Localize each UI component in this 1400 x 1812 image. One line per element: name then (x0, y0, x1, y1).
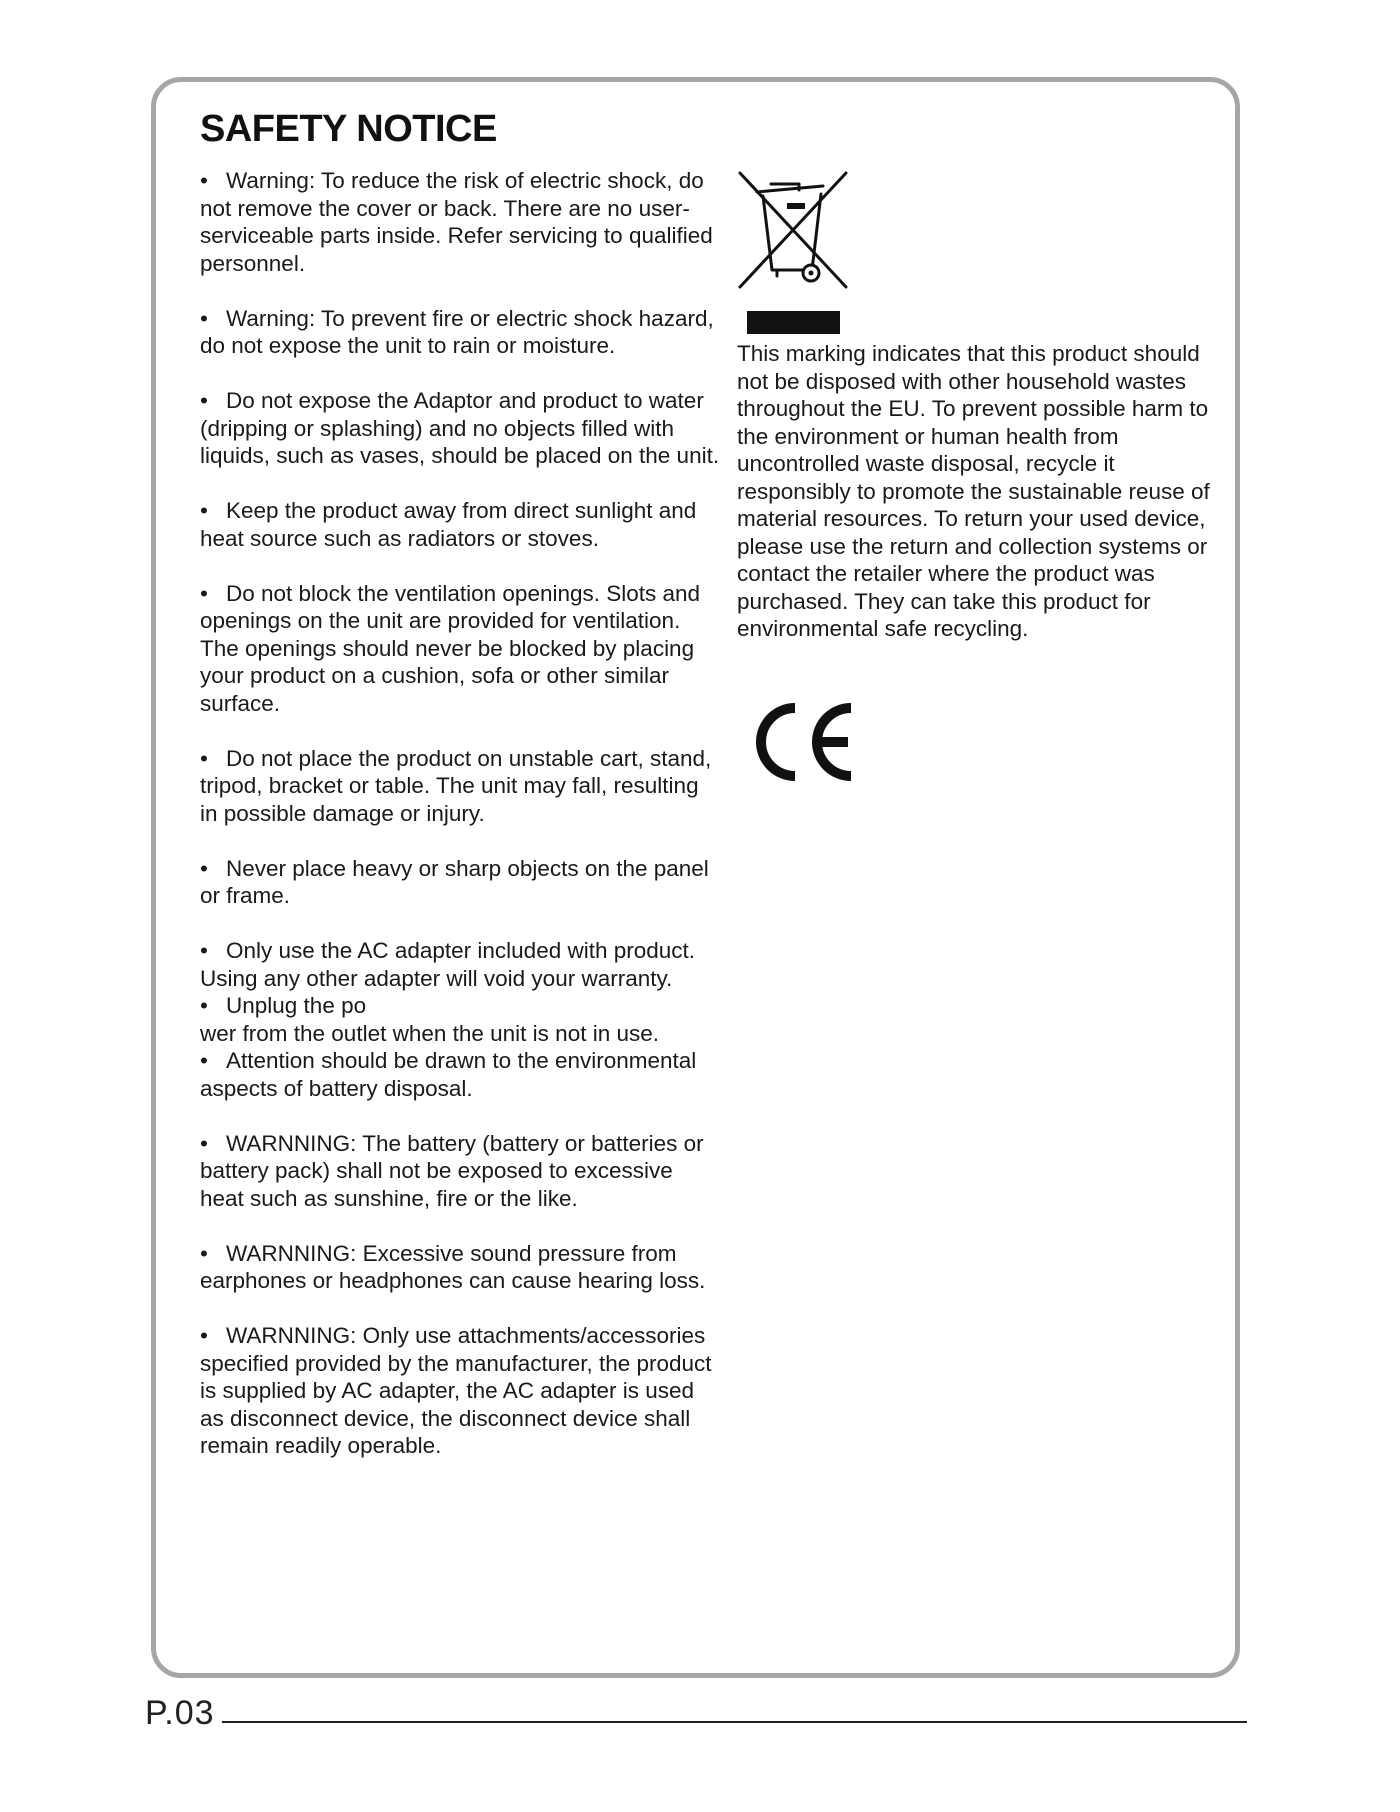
weee-black-bar (747, 311, 840, 334)
crossed-out-wheelie-bin-icon (737, 170, 849, 290)
warning-continuation: wer from the outlet when the unit is not in use. (200, 1020, 659, 1046)
bullet: • (200, 388, 208, 413)
warning-item: • WARNNING: The battery (battery or batteries or battery pack) shall not be exposed to excessive heat such as sunshine, fire or the like. (200, 1130, 704, 1211)
bullet: • (200, 993, 208, 1018)
warning-item: • Unplug the po (200, 993, 367, 1018)
warning-item: • WARNNING: Only use attachments/accessories specified provided by the manufacturer, the product is supplied by AC adapter, the AC adapter is used as disconnect device, the disconnect device shall remain readily operable. (200, 1323, 712, 1458)
warning-item: • Do not block the ventilation openings. Slots and openings on the unit are provided for ventilation. The openings should never be blocked by placing your product on a cushion, sofa or other similar surface. (200, 580, 701, 716)
warning-item: • Do not place the product on unstable cart, stand, tripod, bracket or table. The unit may fall, resulting in possible damage or injury. (200, 745, 712, 826)
warning-item: • Warning: To prevent fire or electric shock hazard, do not expose the unit to rain or moisture. (200, 305, 714, 358)
warnings-column (200, 167, 720, 1460)
bullet: • (200, 580, 208, 606)
page-title: SAFETY NOTICE (200, 108, 497, 150)
warning-item: • WARNNING: Excessive sound pressure from earphones or headphones can cause hearing loss. (200, 1240, 706, 1293)
bullet: • (200, 168, 208, 193)
bullet: • (200, 938, 208, 963)
bullet: • (200, 855, 208, 881)
weee-description: This marking indicates that this product should not be disposed with other household wastes throughout the EU. To prevent possible harm to the environment or human health from uncontrolled waste disposal, recycle it responsibly to promote the sustainable reuse of material resources. To return your used device, please use the return and collection systems or contact the retailer where the product was purchased. They can take this product for environmental safe recycling. (737, 341, 1210, 641)
bullet: • (200, 1048, 208, 1073)
warning-item: • Do not expose the Adaptor and product to water (dripping or splashing) and no objects filled with liquids, such as vases, should be placed on the unit. (200, 388, 720, 468)
footer-rule (222, 1721, 1247, 1723)
warning-item: • Only use the AC adapter included with product. Using any other adapter will void your warranty. (200, 938, 696, 991)
warning-item: • Never place heavy or sharp objects on the panel or frame. (200, 855, 709, 908)
bullet: • (200, 1323, 208, 1348)
ce-mark-icon (748, 700, 858, 784)
bullet: • (200, 305, 208, 331)
bullet: • (200, 745, 208, 771)
bullet: • (200, 498, 208, 523)
page-number: P.03 (145, 1694, 215, 1732)
warning-item: • Keep the product away from direct sunlight and heat source such as radiators or stoves. (200, 498, 697, 551)
warning-item: • Attention should be drawn to the environmental aspects of battery disposal. (200, 1048, 697, 1101)
bullet: • (200, 1130, 208, 1156)
bullet: • (200, 1240, 208, 1266)
warning-item: • Warning: To reduce the risk of electric shock, do not remove the cover or back. There are no user-serviceable parts inside. Refer servicing to qualified personnel. (200, 168, 713, 276)
